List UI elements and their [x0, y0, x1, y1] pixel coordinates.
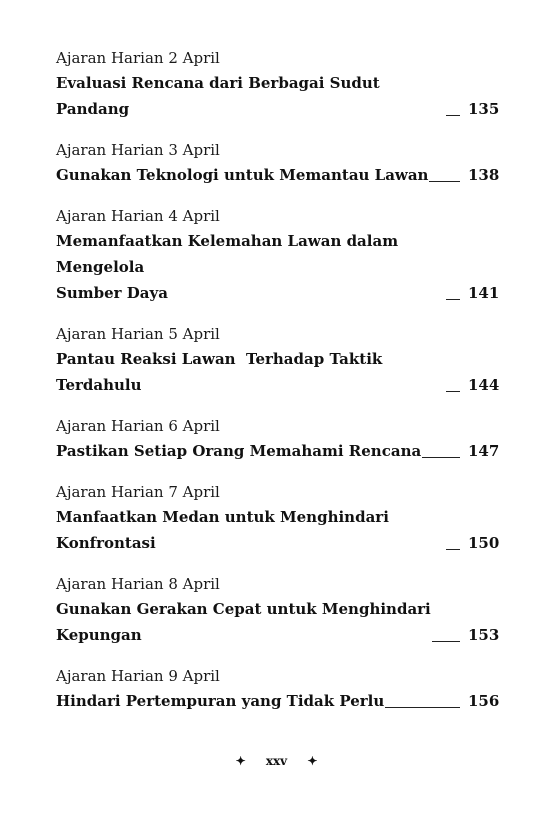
entry-title-row[interactable] [56, 162, 500, 188]
entry-title: Hindari Pertempuran yang Tidak Perlu [56, 692, 385, 710]
entry-page-number: 156 [468, 692, 500, 710]
dot-leader [446, 299, 460, 300]
entry-title-row[interactable] [56, 70, 500, 122]
page-footer [0, 754, 553, 768]
entry-subtitle: Ajaran Harian 4 April [56, 207, 220, 225]
table-of-contents [56, 46, 500, 730]
entry-title: Pantau Reaksi Lawan Terhadap Taktik Terdahulu [56, 350, 388, 394]
entry-page-number: 141 [468, 284, 500, 302]
toc-entry[interactable] [56, 480, 500, 556]
dot-leader [446, 549, 460, 550]
entry-title: Manfaatkan Medan untuk Menghindari Konfrontasi [56, 508, 395, 552]
entry-subtitle: Ajaran Harian 8 April [56, 575, 220, 593]
entry-title-row[interactable] [56, 438, 500, 464]
entry-title: Gunakan Gerakan Cepat untuk Menghindari Kepungan [56, 600, 431, 644]
entry-page-number: 138 [468, 166, 500, 184]
star-ornament-icon: ✦ [307, 754, 318, 768]
dot-leader [385, 707, 460, 708]
entry-title-row[interactable] [56, 228, 500, 306]
entry-page-number: 150 [468, 534, 500, 552]
dot-leader [422, 457, 460, 458]
entry-title: Evaluasi Rencana dari Berbagai Sudut Pandang [56, 74, 385, 118]
toc-entry[interactable] [56, 322, 500, 398]
dot-leader [432, 641, 460, 642]
toc-entry[interactable] [56, 204, 500, 306]
toc-entry[interactable] [56, 664, 500, 714]
entry-subtitle: Ajaran Harian 6 April [56, 417, 220, 435]
entry-page-number: 153 [468, 626, 500, 644]
entry-subtitle: Ajaran Harian 9 April [56, 667, 220, 685]
toc-entry[interactable] [56, 46, 500, 122]
entry-title: Pastikan Setiap Orang Memahami Rencana [56, 442, 422, 460]
folio-page-number: xxv [265, 754, 288, 768]
star-ornament-icon: ✦ [235, 754, 246, 768]
dot-leader [446, 391, 460, 392]
entry-title: Gunakan Teknologi untuk Memantau Lawan [56, 166, 429, 184]
entry-title: Memanfaatkan Kelemahan Lawan dalam Mengelola Sumber Daya [56, 232, 399, 302]
entry-title-row[interactable] [56, 596, 500, 648]
entry-page-number: 144 [468, 376, 500, 394]
dot-leader [429, 181, 460, 182]
toc-entry[interactable] [56, 138, 500, 188]
entry-subtitle: Ajaran Harian 2 April [56, 49, 220, 67]
entry-page-number: 135 [468, 100, 500, 118]
entry-title-row[interactable] [56, 504, 500, 556]
toc-entry[interactable] [56, 414, 500, 464]
entry-page-number: 147 [468, 442, 500, 460]
entry-title-row[interactable] [56, 346, 500, 398]
entry-subtitle: Ajaran Harian 5 April [56, 325, 220, 343]
dot-leader [446, 115, 460, 116]
entry-title-row[interactable] [56, 688, 500, 714]
toc-entry[interactable] [56, 572, 500, 648]
entry-subtitle: Ajaran Harian 3 April [56, 141, 220, 159]
entry-subtitle: Ajaran Harian 7 April [56, 483, 220, 501]
